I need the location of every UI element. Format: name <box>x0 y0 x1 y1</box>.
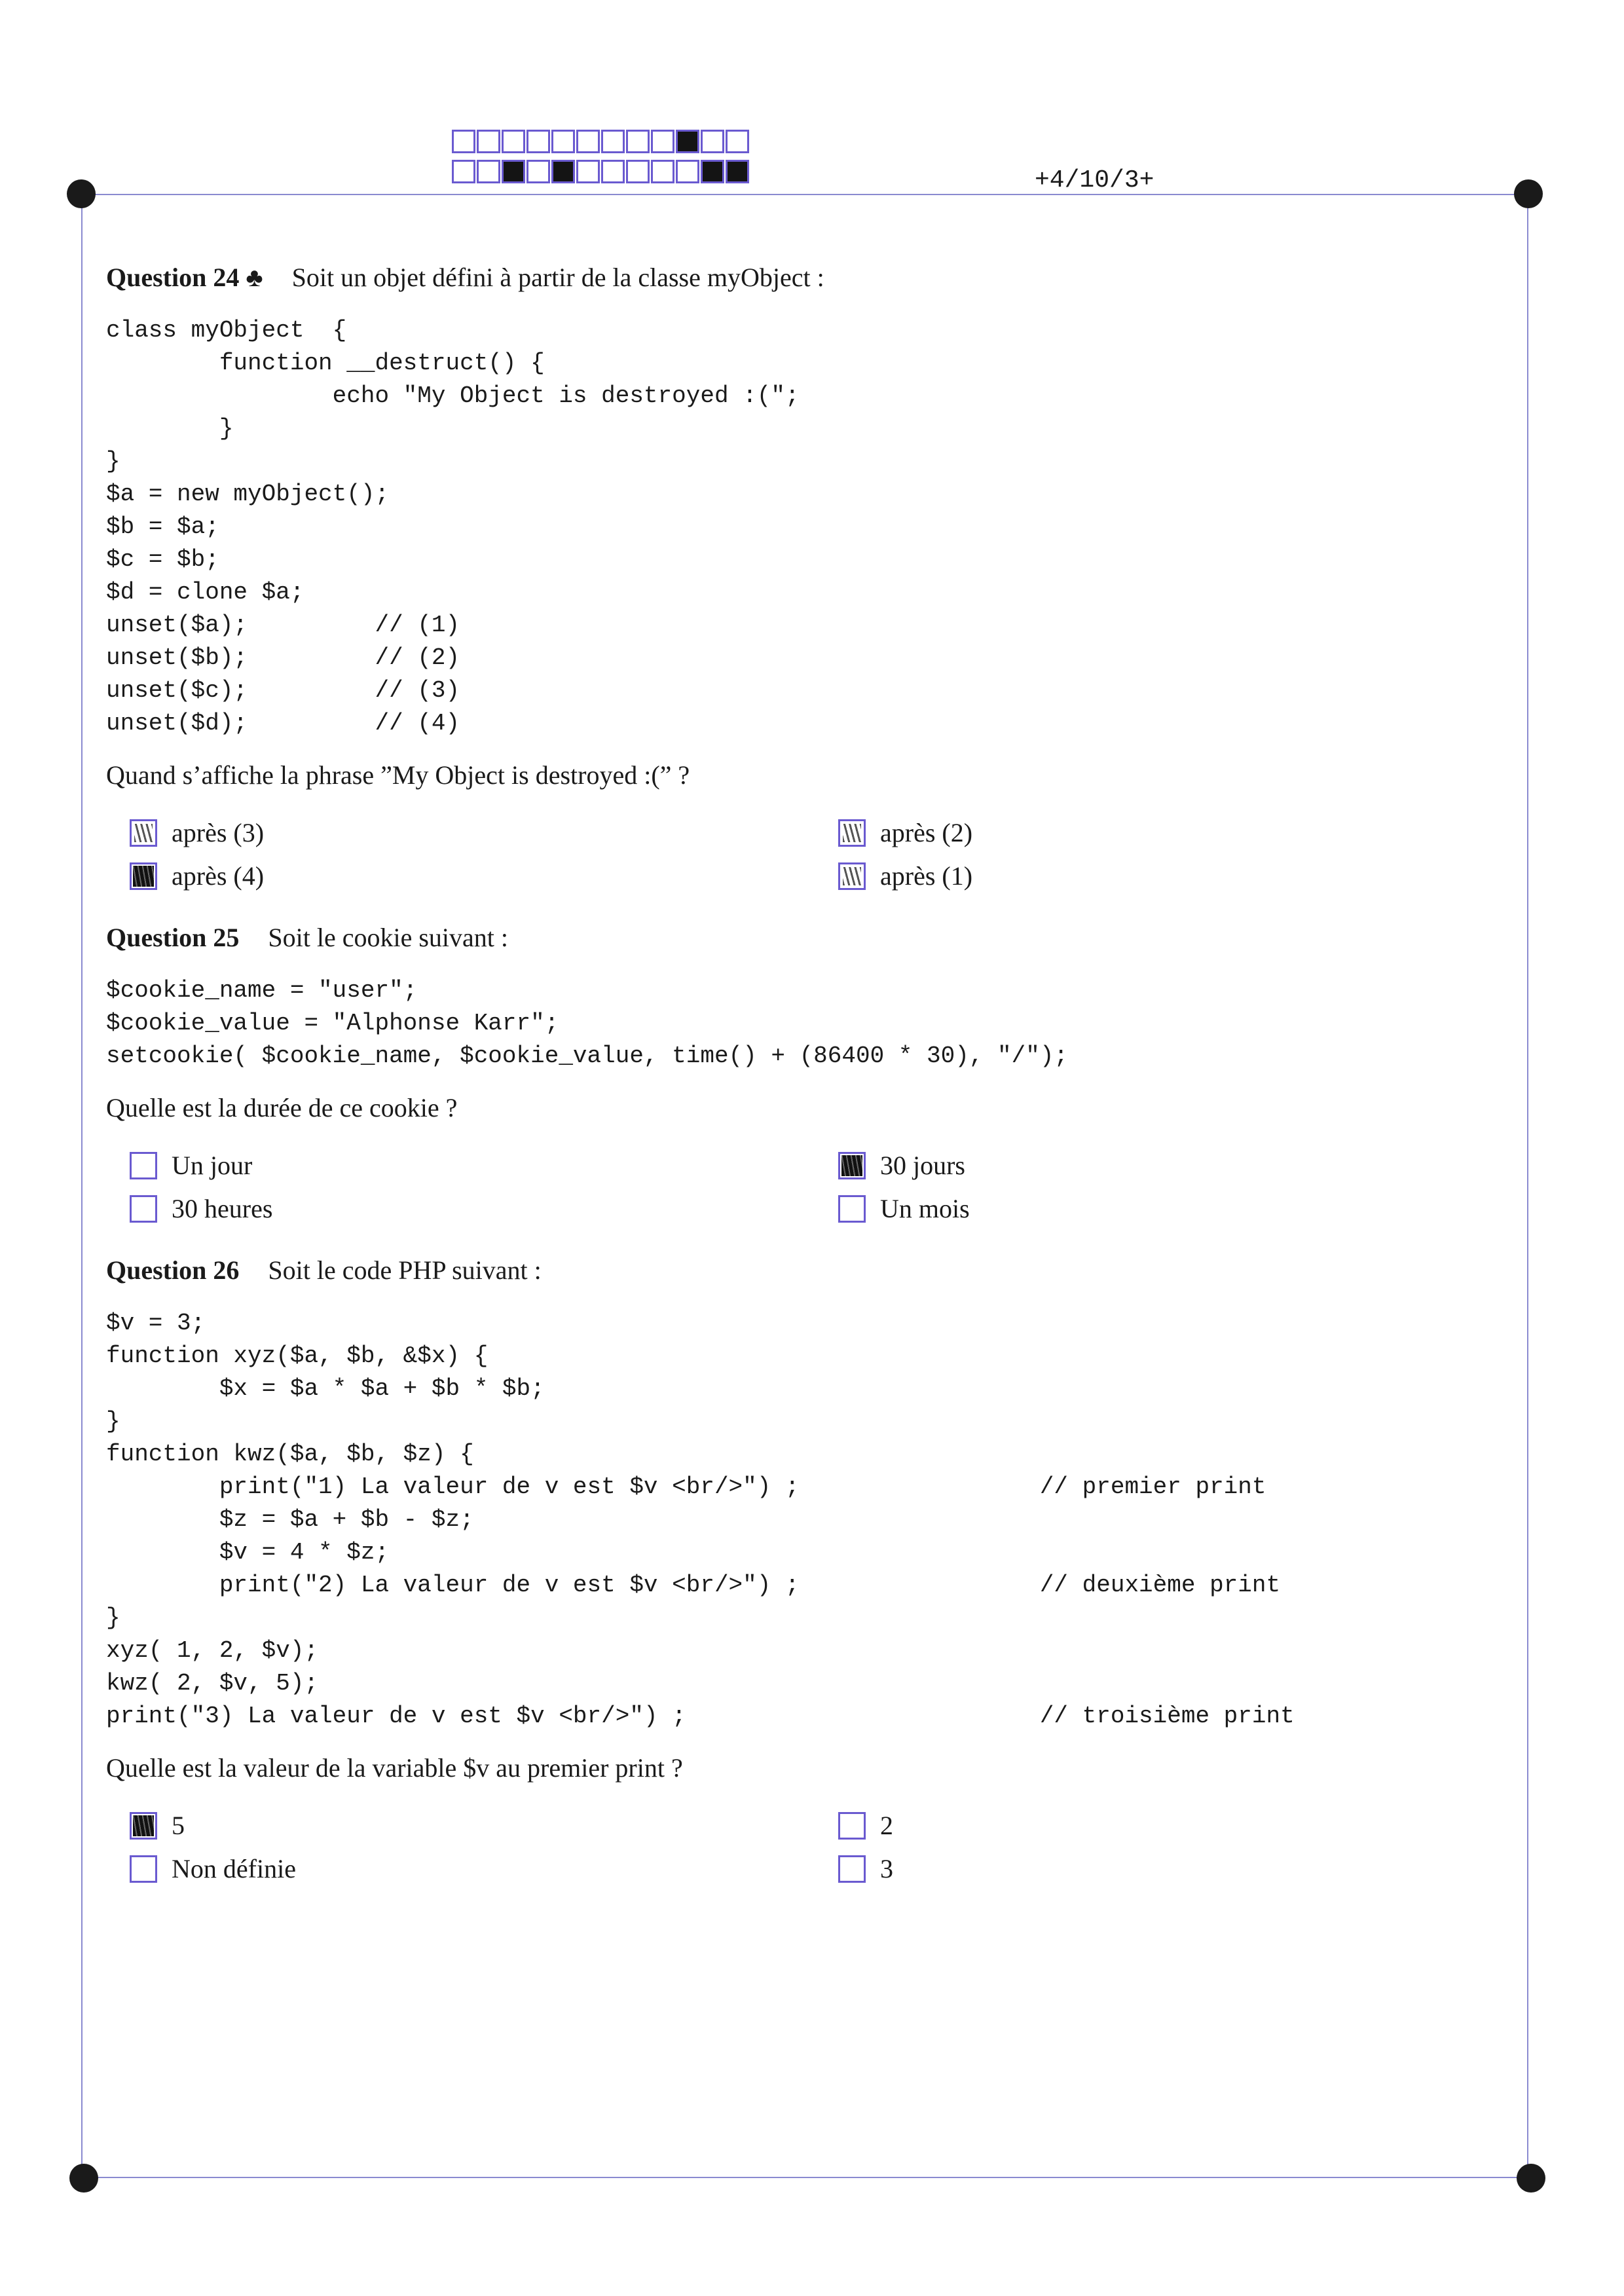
answer-option[interactable] <box>130 1853 296 1884</box>
id-grid-cell <box>626 160 650 183</box>
checkbox[interactable] <box>838 862 866 890</box>
checkbox[interactable] <box>130 1812 157 1840</box>
answer-option[interactable] <box>130 817 264 848</box>
id-grid-cell <box>576 130 600 153</box>
answer-options <box>106 817 1507 896</box>
answer-option[interactable] <box>838 1150 965 1181</box>
answer-option[interactable] <box>130 1193 272 1224</box>
question-header <box>106 1255 1507 1286</box>
corner-mark-top-right <box>1514 179 1543 208</box>
corner-mark-top-left <box>67 179 96 208</box>
answer-option[interactable] <box>838 817 972 848</box>
code-block: class myObject { function __destruct() { echo "My Object is destroyed :("; } } $a = new myObject(); $b = $a; $c = $b; $d = clone $a; unset($a); // (1) unset($b); // (2) unset($c); // (3) unset($d); // (4) <box>106 317 800 737</box>
answer-label: après (2) <box>880 818 973 847</box>
checkbox[interactable] <box>838 1855 866 1883</box>
question-label: Question 25 <box>106 923 240 952</box>
id-grid-cell <box>726 130 749 153</box>
question-prompt: Quelle est la durée de ce cookie ? <box>106 1093 458 1122</box>
id-grid-cell <box>701 130 724 153</box>
checkbox[interactable] <box>130 862 157 890</box>
answer-label: 5 <box>172 1811 185 1840</box>
id-grid <box>452 130 750 190</box>
checkbox[interactable] <box>130 1195 157 1223</box>
answer-option[interactable] <box>838 1853 893 1884</box>
checkbox[interactable] <box>130 1152 157 1179</box>
question-text: Soit le cookie suivant : <box>268 923 508 952</box>
answer-option[interactable] <box>130 1150 252 1181</box>
page-code: +4/10/3+ <box>1035 166 1154 194</box>
id-grid-cell <box>676 130 699 153</box>
answer-option[interactable] <box>130 1810 185 1841</box>
answer-label: 3 <box>880 1854 893 1883</box>
question-25 <box>106 922 1507 1229</box>
club-icon: ♣ <box>246 263 263 292</box>
id-grid-cell <box>626 130 650 153</box>
question-header <box>106 262 1507 293</box>
id-grid-cell <box>452 130 475 153</box>
question-label: Question 24 <box>106 263 240 292</box>
answer-label: après (3) <box>172 818 265 847</box>
checkbox[interactable] <box>838 1812 866 1840</box>
answer-label: 30 jours <box>880 1151 965 1180</box>
exam-content <box>106 262 1507 1889</box>
id-grid-cell <box>651 130 674 153</box>
answer-label: après (1) <box>880 861 973 891</box>
question-label: Question 26 <box>106 1255 240 1285</box>
checkbox[interactable] <box>838 1152 866 1179</box>
checkbox[interactable] <box>838 819 866 847</box>
code-block: $v = 3; function xyz($a, $b, &$x) { $x = $a * $a + $b * $b; } function kwz($a, $b, $z) { print("1) La valeur de v est $v <br/>") ; // premier print $z = $a + $b - $z; $v = 4 * $z; print("2) La valeur de v est $v <br/>") ; // deuxième print } xyz( 1, 2, $v); kwz( 2, $v, 5); print("3) La valeur de v est $v <br/>") ; // troisième print <box>106 1310 1295 1730</box>
answer-option[interactable] <box>838 1810 893 1841</box>
question-prompt: Quand s’affiche la phrase ”My Object is destroyed :(” ? <box>106 760 690 790</box>
id-grid-cell <box>551 130 575 153</box>
answer-label: 2 <box>880 1811 893 1840</box>
answer-options <box>106 1810 1507 1889</box>
id-grid-cell <box>502 130 525 153</box>
answer-option[interactable] <box>838 861 972 891</box>
question-prompt: Quelle est la valeur de la variable $v au premier print ? <box>106 1753 683 1783</box>
id-grid-row-1 <box>452 130 750 156</box>
checkbox[interactable] <box>130 819 157 847</box>
checkbox[interactable] <box>130 1855 157 1883</box>
id-grid-row-2 <box>452 160 750 186</box>
answer-options <box>106 1150 1507 1229</box>
id-grid-cell <box>526 160 550 183</box>
answer-label: 30 heures <box>172 1194 273 1223</box>
question-header <box>106 922 1507 954</box>
checkbox[interactable] <box>838 1195 866 1223</box>
id-grid-cell <box>701 160 724 183</box>
id-grid-cell <box>452 160 475 183</box>
code-block: $cookie_name = "user"; $cookie_value = "Alphonse Karr"; setcookie( $cookie_name, $cookie_value, time() + (86400 * 30), "/"); <box>106 977 1069 1069</box>
question-text: Soit le code PHP suivant : <box>268 1255 542 1285</box>
corner-mark-bottom-right <box>1517 2164 1545 2193</box>
question-24 <box>106 262 1507 896</box>
answer-option[interactable] <box>130 861 264 891</box>
question-text: Soit un objet défini à partir de la classe myObject : <box>291 263 824 292</box>
id-grid-cell <box>676 160 699 183</box>
answer-label: après (4) <box>172 861 265 891</box>
id-grid-cell <box>551 160 575 183</box>
id-grid-cell <box>576 160 600 183</box>
id-grid-cell <box>601 130 625 153</box>
id-grid-cell <box>526 130 550 153</box>
answer-label: Non définie <box>172 1854 296 1883</box>
id-grid-cell <box>601 160 625 183</box>
answer-label: Un jour <box>172 1151 253 1180</box>
answer-label: Un mois <box>880 1194 970 1223</box>
id-grid-cell <box>651 160 674 183</box>
id-grid-cell <box>502 160 525 183</box>
answer-option[interactable] <box>838 1193 970 1224</box>
question-26 <box>106 1255 1507 1889</box>
id-grid-cell <box>477 130 500 153</box>
id-grid-cell <box>726 160 749 183</box>
id-grid-cell <box>477 160 500 183</box>
corner-mark-bottom-left <box>69 2164 98 2193</box>
